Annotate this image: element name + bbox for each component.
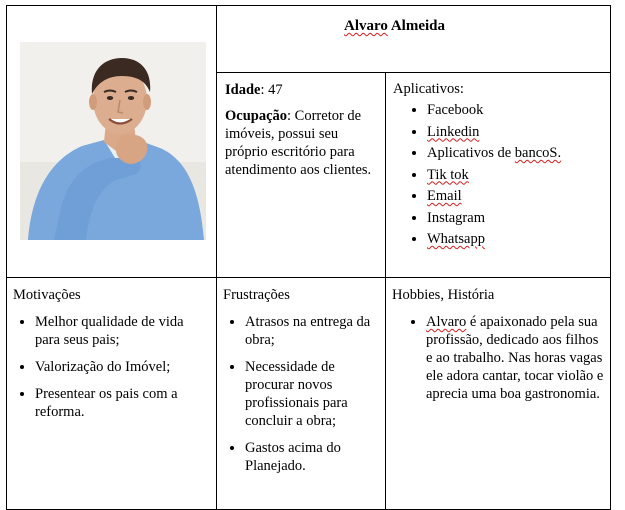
app-item-label-part: bancoS.: [514, 145, 562, 161]
occupation-value: : Corretor de imóveis, possui seu próprio escritório para atendimento aos clientes.: [225, 108, 372, 178]
app-item-label: Instagram: [427, 209, 485, 226]
hobbies-item: [426, 313, 604, 403]
motivations-list: [13, 313, 210, 421]
motivation-item: • Valorização do Imóvel;: [35, 358, 210, 376]
frustration-item: • Gastos acima do Planejado.: [245, 439, 379, 475]
portrait-illustration: [20, 42, 206, 240]
hobbies-list: [392, 313, 604, 403]
info-cell: [217, 73, 386, 278]
hobbies-title: Hobbies, História: [392, 287, 495, 303]
app-item: [427, 208, 606, 230]
motivation-item: • Presentear os pais com a reforma.: [35, 385, 210, 421]
persona-name-first: Alvaro: [344, 18, 388, 34]
apps-cell: [386, 73, 611, 278]
app-item: [427, 229, 606, 251]
app-item-label: Tik tok: [427, 166, 469, 183]
app-item: [427, 100, 606, 122]
name-cell: [217, 6, 611, 73]
app-item: [427, 143, 606, 165]
hobbies-first-word: Alvaro: [426, 314, 467, 330]
frustration-item: • Necessidade de procurar novos profissionais para concluir a obra;: [245, 358, 379, 430]
frustrations-cell: [217, 278, 386, 510]
age-label: Idade: [225, 82, 261, 98]
motivation-item: • Melhor qualidade de vida para seus pais;: [35, 313, 210, 349]
apps-list: [393, 100, 606, 251]
app-item-label: [427, 145, 561, 161]
app-item: [427, 186, 606, 208]
occupation-label: Ocupação: [225, 108, 288, 124]
photo-cell: [7, 6, 217, 278]
app-item-label-part: Aplicativos de: [427, 145, 515, 161]
persona-name: [344, 17, 445, 35]
frustrations-list: [223, 313, 379, 475]
age-value: : 47: [260, 82, 283, 98]
age-line: [225, 81, 381, 99]
frustrations-title: Frustrações: [223, 287, 290, 303]
hobbies-text: é apaixonado pela sua profissão, dedicado aos filhos e ao trabalho. Nas horas vagas ele adora cantar, tocar violão e aprecia uma boa gastronomia.: [426, 314, 604, 402]
motivations-title: Motivações: [13, 287, 81, 303]
occupation-line: [225, 107, 381, 179]
apps-title: Aplicativos:: [393, 81, 464, 97]
motivations-cell: [7, 278, 217, 510]
app-item-label: Email: [427, 188, 462, 204]
app-item-label: Linkedin: [427, 123, 480, 140]
app-item-label: Whatsapp: [427, 231, 485, 247]
persona-table: [6, 5, 611, 510]
app-item-label: Facebook: [427, 102, 484, 118]
app-item: [427, 122, 606, 144]
frustration-item: • Atrasos na entrega da obra;: [245, 313, 379, 349]
hobbies-cell: [386, 278, 611, 510]
app-item: [427, 165, 606, 187]
persona-photo: [20, 42, 206, 240]
persona-name-last: Almeida: [390, 18, 445, 34]
